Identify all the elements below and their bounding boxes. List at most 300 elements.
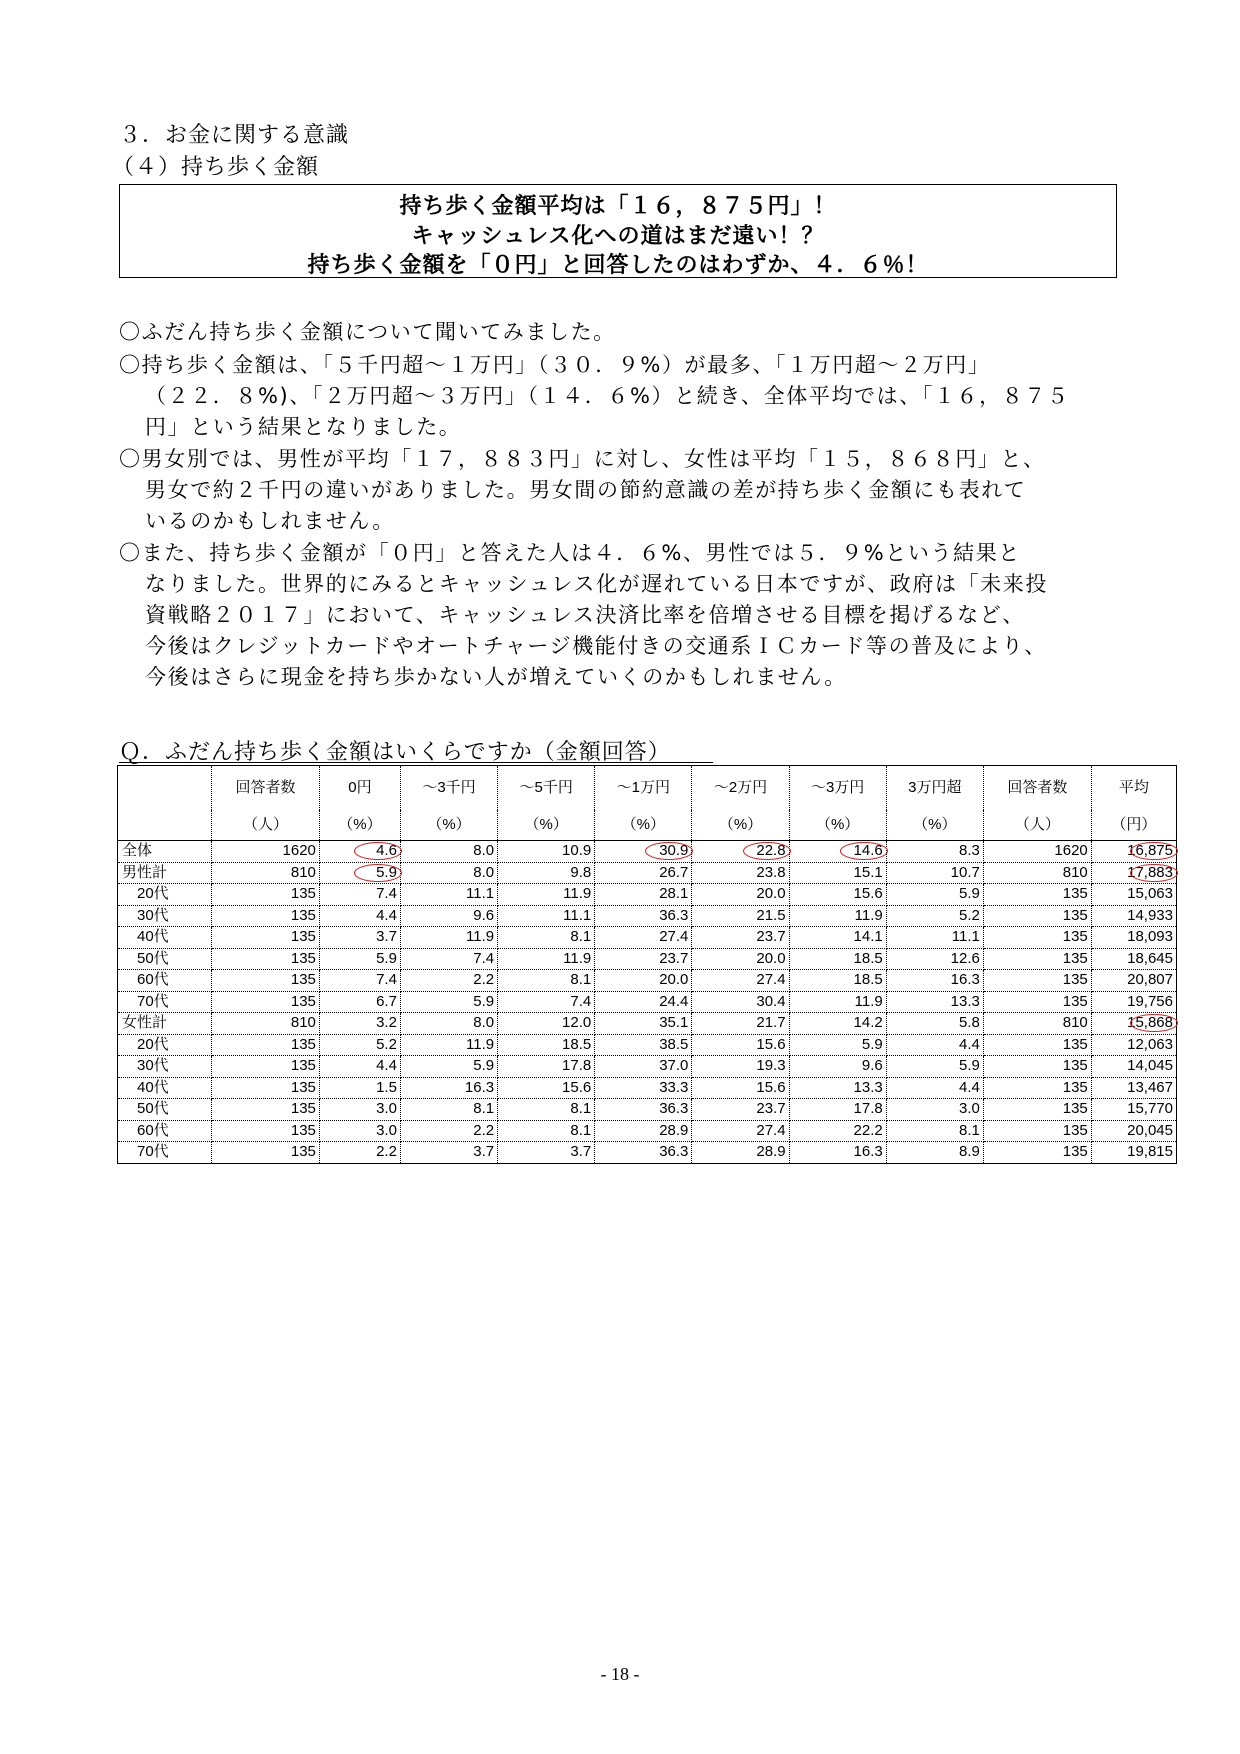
table-cell xyxy=(789,991,886,1013)
cell-text: 16,875 xyxy=(1127,842,1173,859)
cell-text: （%） xyxy=(524,816,568,833)
table-cell xyxy=(595,1120,692,1142)
cell-text: （%） xyxy=(621,816,665,833)
table-cell xyxy=(983,1077,1091,1099)
highlight-circle xyxy=(354,842,402,860)
cell-text: 5.9 xyxy=(473,992,495,1010)
cell-text: 27.4 xyxy=(659,928,689,945)
table-cell xyxy=(789,948,886,970)
cell-text: 8.9 xyxy=(959,1143,980,1160)
table-cell xyxy=(692,927,789,949)
table-cell xyxy=(319,1120,400,1142)
cell-text: 14.2 xyxy=(853,1014,883,1031)
cell-text: 3.7 xyxy=(570,1143,592,1160)
cell-text: 全体 xyxy=(122,842,153,859)
cell-text: 18.5 xyxy=(853,949,883,967)
table-cell xyxy=(1091,991,1176,1013)
cell-text: 5.9 xyxy=(376,949,397,967)
cell-text: 135 xyxy=(290,1057,316,1074)
cell-text: 18,645 xyxy=(1127,949,1173,967)
table-header-cell xyxy=(212,766,320,811)
table-cell xyxy=(692,1013,789,1035)
cell-text: 38.5 xyxy=(659,1035,689,1053)
row-label xyxy=(118,948,212,970)
table-cell xyxy=(319,884,400,906)
cell-text: 8.1 xyxy=(473,1100,495,1117)
cell-text: 13.3 xyxy=(950,992,980,1010)
table-cell xyxy=(789,970,886,992)
cell-text: 33.3 xyxy=(659,1078,689,1096)
table-cell xyxy=(983,1056,1091,1078)
cell-text: 135 xyxy=(290,885,316,902)
cell-text: 14,045 xyxy=(1127,1057,1173,1074)
cell-text: 7.4 xyxy=(376,885,397,902)
table-cell xyxy=(789,841,886,863)
table-cell xyxy=(212,1120,320,1142)
table-cell xyxy=(789,1056,886,1078)
table-cell xyxy=(319,1142,400,1164)
paragraph-1-line-1: 〇ふだん持ち歩く金額について聞いてみました。 xyxy=(119,320,616,344)
table-cell xyxy=(886,1142,983,1164)
table-cell xyxy=(212,927,320,949)
cell-text: 15.6 xyxy=(756,1078,786,1096)
paragraph-3-line-1: 〇男女別では、男性が平均「１７，８８３円」に対し、女性は平均「１５，８６８円」と、 xyxy=(119,447,1046,471)
table-cell xyxy=(319,970,400,992)
table-header-cell xyxy=(789,766,886,811)
table-cell xyxy=(886,1034,983,1056)
table-cell xyxy=(498,991,595,1013)
cell-text: 5.9 xyxy=(376,863,397,881)
highlight-circle xyxy=(743,842,791,860)
table-cell xyxy=(319,905,400,927)
table-cell xyxy=(498,1142,595,1164)
paragraph-4-line-4: 今後はクレジットカードやオートチャージ機能付きの交通系ＩＣカード等の普及により、 xyxy=(145,634,1047,658)
table-cell xyxy=(1091,948,1176,970)
cell-text: 19,756 xyxy=(1127,992,1173,1010)
cell-text: 135 xyxy=(1062,992,1088,1010)
cell-text: 28.9 xyxy=(659,1121,689,1139)
cell-text: 135 xyxy=(290,906,316,924)
cell-text: 5.9 xyxy=(959,1057,980,1074)
table-cell xyxy=(789,1034,886,1056)
cell-text: 11.9 xyxy=(466,928,495,945)
cell-text: 135 xyxy=(1062,971,1088,988)
cell-text: 11.9 xyxy=(466,1035,495,1053)
table-cell xyxy=(595,841,692,863)
table-cell xyxy=(886,1077,983,1099)
table-cell xyxy=(1091,1099,1176,1121)
table-row xyxy=(118,1077,1177,1099)
cell-text: 8.1 xyxy=(570,971,592,988)
table-cell xyxy=(595,927,692,949)
table-cell xyxy=(595,1077,692,1099)
cell-text: 12,063 xyxy=(1127,1035,1173,1053)
table-cell xyxy=(1091,970,1176,992)
table-cell xyxy=(498,905,595,927)
row-label xyxy=(118,841,212,863)
table-cell xyxy=(319,927,400,949)
table-header-cell xyxy=(595,766,692,811)
table-cell xyxy=(319,1099,400,1121)
table-cell xyxy=(789,905,886,927)
cell-text: 7.4 xyxy=(570,992,592,1010)
table-cell xyxy=(789,884,886,906)
highlight-circle xyxy=(1130,842,1178,860)
cell-text: 3.0 xyxy=(959,1100,980,1117)
cell-text: （人） xyxy=(1014,816,1060,833)
table-cell xyxy=(789,927,886,949)
cell-text: 2.2 xyxy=(473,971,495,988)
table-cell xyxy=(212,905,320,927)
cell-text: 70代 xyxy=(122,1143,169,1160)
table-cell xyxy=(400,1056,497,1078)
table-cell xyxy=(400,927,497,949)
cell-text: 17.8 xyxy=(853,1100,883,1117)
cell-text: 135 xyxy=(1062,949,1088,967)
table-cell xyxy=(498,1077,595,1099)
cell-text: 14,933 xyxy=(1127,906,1173,924)
cell-text: 810 xyxy=(290,1014,316,1031)
table-cell xyxy=(983,1142,1091,1164)
cell-text: 16.3 xyxy=(464,1078,495,1096)
table-cell xyxy=(498,841,595,863)
table-cell xyxy=(498,970,595,992)
table-cell xyxy=(498,1056,595,1078)
cell-text: 13.3 xyxy=(853,1078,883,1096)
cell-text: 30代 xyxy=(122,1057,169,1074)
table-cell xyxy=(595,1056,692,1078)
cell-text: 18.5 xyxy=(562,1035,592,1053)
question-underline xyxy=(119,762,713,763)
table-cell xyxy=(400,1142,497,1164)
cell-text: 15,063 xyxy=(1127,885,1173,902)
cell-text: 11.1 xyxy=(466,885,495,902)
table-cell xyxy=(498,1013,595,1035)
table-cell xyxy=(983,862,1091,884)
cell-text: 135 xyxy=(290,1143,316,1160)
cell-text: 20,045 xyxy=(1127,1121,1173,1139)
table-cell xyxy=(498,862,595,884)
table-cell xyxy=(498,1034,595,1056)
cell-text: 2.2 xyxy=(473,1121,495,1139)
section-heading: ３．お金に関する意識 xyxy=(119,123,350,148)
cell-text: 5.2 xyxy=(959,906,980,924)
table-cell xyxy=(789,1142,886,1164)
cell-text: 6.7 xyxy=(376,992,397,1010)
cell-text: 女性計 xyxy=(122,1014,168,1031)
table-cell xyxy=(498,927,595,949)
cell-text: 19,815 xyxy=(1127,1143,1173,1160)
cell-text: 135 xyxy=(290,928,316,945)
table-cell xyxy=(789,1013,886,1035)
cell-text: 男性計 xyxy=(122,863,168,881)
cell-text: （%） xyxy=(427,816,471,833)
table-cell xyxy=(789,1099,886,1121)
cell-text: 810 xyxy=(1062,863,1088,881)
cell-text: 11.9 xyxy=(854,992,883,1010)
table-cell xyxy=(692,1034,789,1056)
cell-text: 3万円超 xyxy=(908,779,962,796)
cell-text: 40代 xyxy=(122,1078,169,1096)
table-cell xyxy=(319,948,400,970)
table-row xyxy=(118,1056,1177,1078)
cell-text: 7.4 xyxy=(376,971,397,988)
cell-text: ～2万円 xyxy=(713,779,768,796)
cell-text: 回答者数 xyxy=(1007,779,1068,796)
cell-text: 135 xyxy=(1062,1100,1088,1117)
table-cell xyxy=(886,862,983,884)
cell-text: 20.0 xyxy=(756,885,786,902)
survey-table xyxy=(117,765,1177,1164)
cell-text: 50代 xyxy=(122,1100,169,1117)
cell-text: 3.7 xyxy=(376,928,397,945)
table-header-cell xyxy=(498,766,595,811)
subsection-heading: （４）持ち歩く金額 xyxy=(112,155,320,180)
cell-text: 5.2 xyxy=(376,1035,397,1053)
cell-text: 20代 xyxy=(122,1035,169,1053)
table-cell xyxy=(400,1077,497,1099)
cell-text: 135 xyxy=(290,1078,316,1096)
table-header-cell xyxy=(498,810,595,841)
paragraph-4-line-1: 〇また、持ち歩く金額が「０円」と答えた人は４．６%、男性では５．９%という結果と xyxy=(119,541,1021,565)
cell-text: 135 xyxy=(1062,1143,1088,1160)
cell-text: 13,467 xyxy=(1127,1078,1173,1096)
cell-text: 0円 xyxy=(348,779,372,796)
cell-text: 3.0 xyxy=(376,1100,397,1117)
table-cell xyxy=(400,1099,497,1121)
cell-text: 60代 xyxy=(122,1121,169,1139)
headline-line-3: 持ち歩く金額を「０円」と回答したのはわずか、４．６％！ xyxy=(307,253,929,278)
table-cell xyxy=(983,841,1091,863)
table-cell xyxy=(319,862,400,884)
table-cell xyxy=(319,1034,400,1056)
cell-text: 26.7 xyxy=(659,863,689,881)
table-row xyxy=(118,948,1177,970)
cell-text: 8.0 xyxy=(473,1014,495,1031)
cell-text: 5.8 xyxy=(959,1014,980,1031)
table-cell xyxy=(212,970,320,992)
cell-text: 9.8 xyxy=(570,863,592,881)
table-cell xyxy=(319,1056,400,1078)
table-header-cell xyxy=(319,766,400,811)
table-cell xyxy=(1091,1034,1176,1056)
cell-text: 18,093 xyxy=(1127,928,1173,945)
cell-text: 14.1 xyxy=(853,928,883,945)
cell-text: （%） xyxy=(718,816,763,833)
table-cell xyxy=(212,991,320,1013)
paragraph-4-line-3: 資戦略２０１７」において、キャッシュレス決済比率を倍増させる目標を掲げるなど、 xyxy=(145,603,1025,627)
cell-text: （円） xyxy=(1111,816,1157,833)
table-cell xyxy=(498,1120,595,1142)
table-cell xyxy=(595,991,692,1013)
cell-text: 22.2 xyxy=(853,1121,883,1139)
table-cell xyxy=(1091,1142,1176,1164)
table-cell xyxy=(886,948,983,970)
cell-text: （%） xyxy=(815,816,860,833)
row-label xyxy=(118,1056,212,1078)
table-header-cell xyxy=(595,810,692,841)
cell-text: 11.1 xyxy=(563,906,592,924)
table-cell xyxy=(1091,1056,1176,1078)
cell-text: 135 xyxy=(1062,1078,1088,1096)
table-cell xyxy=(983,884,1091,906)
cell-text: 135 xyxy=(290,971,316,988)
table-cell xyxy=(1091,905,1176,927)
table-cell xyxy=(789,862,886,884)
table-cell xyxy=(595,1034,692,1056)
table-header-cell xyxy=(692,810,789,841)
table-header-cell xyxy=(1091,766,1176,811)
table-cell xyxy=(692,1099,789,1121)
table-cell xyxy=(886,1120,983,1142)
table-header-cell xyxy=(212,810,320,841)
paragraph-2-line-1: 〇持ち歩く金額は、「５千円超～１万円」（３０．９%）が最多、「１万円超～２万円」 xyxy=(119,353,991,377)
cell-text: ～5千円 xyxy=(519,779,573,796)
cell-text: 28.1 xyxy=(659,885,689,902)
table-row xyxy=(118,927,1177,949)
row-label xyxy=(118,862,212,884)
cell-text: 135 xyxy=(290,1035,316,1053)
cell-text: 36.3 xyxy=(659,906,689,924)
cell-text: 17.8 xyxy=(562,1057,592,1074)
table-cell xyxy=(595,1013,692,1035)
cell-text: 135 xyxy=(1062,885,1088,902)
cell-text: 7.4 xyxy=(473,949,495,967)
table-cell xyxy=(983,991,1091,1013)
cell-text: （%） xyxy=(338,816,382,833)
cell-text: 35.1 xyxy=(659,1014,689,1031)
cell-text: 15.1 xyxy=(853,863,883,881)
row-label xyxy=(118,1034,212,1056)
cell-text: 21.5 xyxy=(756,906,786,924)
cell-text: 10.7 xyxy=(950,863,980,881)
cell-text: 60代 xyxy=(122,971,169,988)
headline-box xyxy=(119,184,1117,278)
cell-text: 8.3 xyxy=(959,842,980,859)
row-label xyxy=(118,1077,212,1099)
paragraph-2-line-3: 円」という結果となりました。 xyxy=(145,415,462,439)
cell-text: 15.6 xyxy=(853,885,883,902)
cell-text: 135 xyxy=(290,949,316,967)
cell-text: 平均 xyxy=(1118,779,1149,796)
cell-text: ～1万円 xyxy=(616,779,670,796)
highlight-circle xyxy=(1130,1014,1178,1032)
cell-text: 15,770 xyxy=(1127,1100,1173,1117)
cell-text: 1620 xyxy=(282,842,316,859)
row-label xyxy=(118,884,212,906)
cell-text: 2.2 xyxy=(376,1143,397,1160)
cell-text: 135 xyxy=(1062,1035,1088,1053)
cell-text: 135 xyxy=(290,992,316,1010)
table-cell xyxy=(212,884,320,906)
table-row xyxy=(118,991,1177,1013)
table-header-cell xyxy=(886,810,983,841)
table-cell xyxy=(212,1142,320,1164)
table-cell xyxy=(886,991,983,1013)
table-cell xyxy=(692,1142,789,1164)
table-cell xyxy=(400,905,497,927)
cell-text: 3.7 xyxy=(473,1143,495,1160)
table-cell xyxy=(595,970,692,992)
table-header-cell xyxy=(886,766,983,811)
cell-text: 19.3 xyxy=(756,1057,786,1074)
cell-text: 8.1 xyxy=(570,1100,592,1117)
cell-text: 24.4 xyxy=(659,992,689,1010)
table-cell xyxy=(595,862,692,884)
row-label xyxy=(118,905,212,927)
cell-text: 4.6 xyxy=(376,842,397,859)
cell-text: 15,868 xyxy=(1127,1014,1173,1031)
table-row xyxy=(118,905,1177,927)
paragraph-4-line-5: 今後はさらに現金を持ち歩かない人が増えていくのかもしれません。 xyxy=(145,665,847,689)
cell-text: 135 xyxy=(1062,928,1088,945)
cell-text: （%） xyxy=(913,816,957,833)
table-cell xyxy=(498,1099,595,1121)
cell-text: 40代 xyxy=(122,928,169,945)
cell-text: 23.7 xyxy=(756,928,786,945)
cell-text: 23.7 xyxy=(659,949,689,967)
table-row xyxy=(118,862,1177,884)
paragraph-4-line-2: なりました。世界的にみるとキャッシュレス化が遅れている日本ですが、政府は「未来投 xyxy=(145,572,1048,596)
cell-text: 8.1 xyxy=(959,1121,980,1139)
cell-text: 4.4 xyxy=(959,1078,980,1096)
table-cell xyxy=(692,884,789,906)
table-header-cell xyxy=(983,810,1091,841)
paragraph-3-line-2: 男女で約２千円の違いがありました。男女間の節約意識の差が持ち歩く金額にも表れて xyxy=(145,478,1027,502)
table-cell xyxy=(400,1013,497,1035)
table-header-cell xyxy=(118,810,212,841)
table-cell xyxy=(595,1099,692,1121)
table-cell xyxy=(319,841,400,863)
table-cell xyxy=(1091,884,1176,906)
table-cell xyxy=(595,1142,692,1164)
cell-text: 16.3 xyxy=(853,1143,883,1160)
cell-text: 4.4 xyxy=(376,1057,397,1074)
table-cell xyxy=(789,1077,886,1099)
table-cell xyxy=(1091,927,1176,949)
table-cell xyxy=(983,905,1091,927)
cell-text: 4.4 xyxy=(959,1035,980,1053)
table-cell xyxy=(886,1056,983,1078)
table-cell xyxy=(886,1099,983,1121)
table-cell xyxy=(595,884,692,906)
paragraph-2-line-2: （２２．８%)、「２万円超～３万円」（１４．６%）と続き、全体平均では、「１６，８７５ xyxy=(145,384,1070,408)
cell-text: 15.6 xyxy=(562,1078,592,1096)
row-label xyxy=(118,1013,212,1035)
table-cell xyxy=(983,970,1091,992)
table-cell xyxy=(983,948,1091,970)
table-cell xyxy=(886,1013,983,1035)
cell-text: 5.9 xyxy=(959,885,980,902)
table-unit-row xyxy=(118,810,1177,841)
table-cell xyxy=(692,948,789,970)
cell-text: 37.0 xyxy=(659,1057,689,1074)
table-cell xyxy=(1091,1077,1176,1099)
cell-text: 135 xyxy=(290,1121,316,1139)
table-cell xyxy=(212,1013,320,1035)
table-cell xyxy=(692,970,789,992)
cell-text: 23.8 xyxy=(756,863,786,881)
cell-text: 20.0 xyxy=(756,949,786,967)
cell-text: 21.7 xyxy=(756,1014,786,1031)
cell-text: 18.5 xyxy=(853,971,883,988)
table-header-cell xyxy=(400,810,497,841)
table-cell xyxy=(692,841,789,863)
cell-text: 135 xyxy=(290,1100,316,1117)
cell-text: 20.0 xyxy=(659,971,689,988)
cell-text: 27.4 xyxy=(756,1121,786,1139)
cell-text: 8.0 xyxy=(473,842,495,859)
